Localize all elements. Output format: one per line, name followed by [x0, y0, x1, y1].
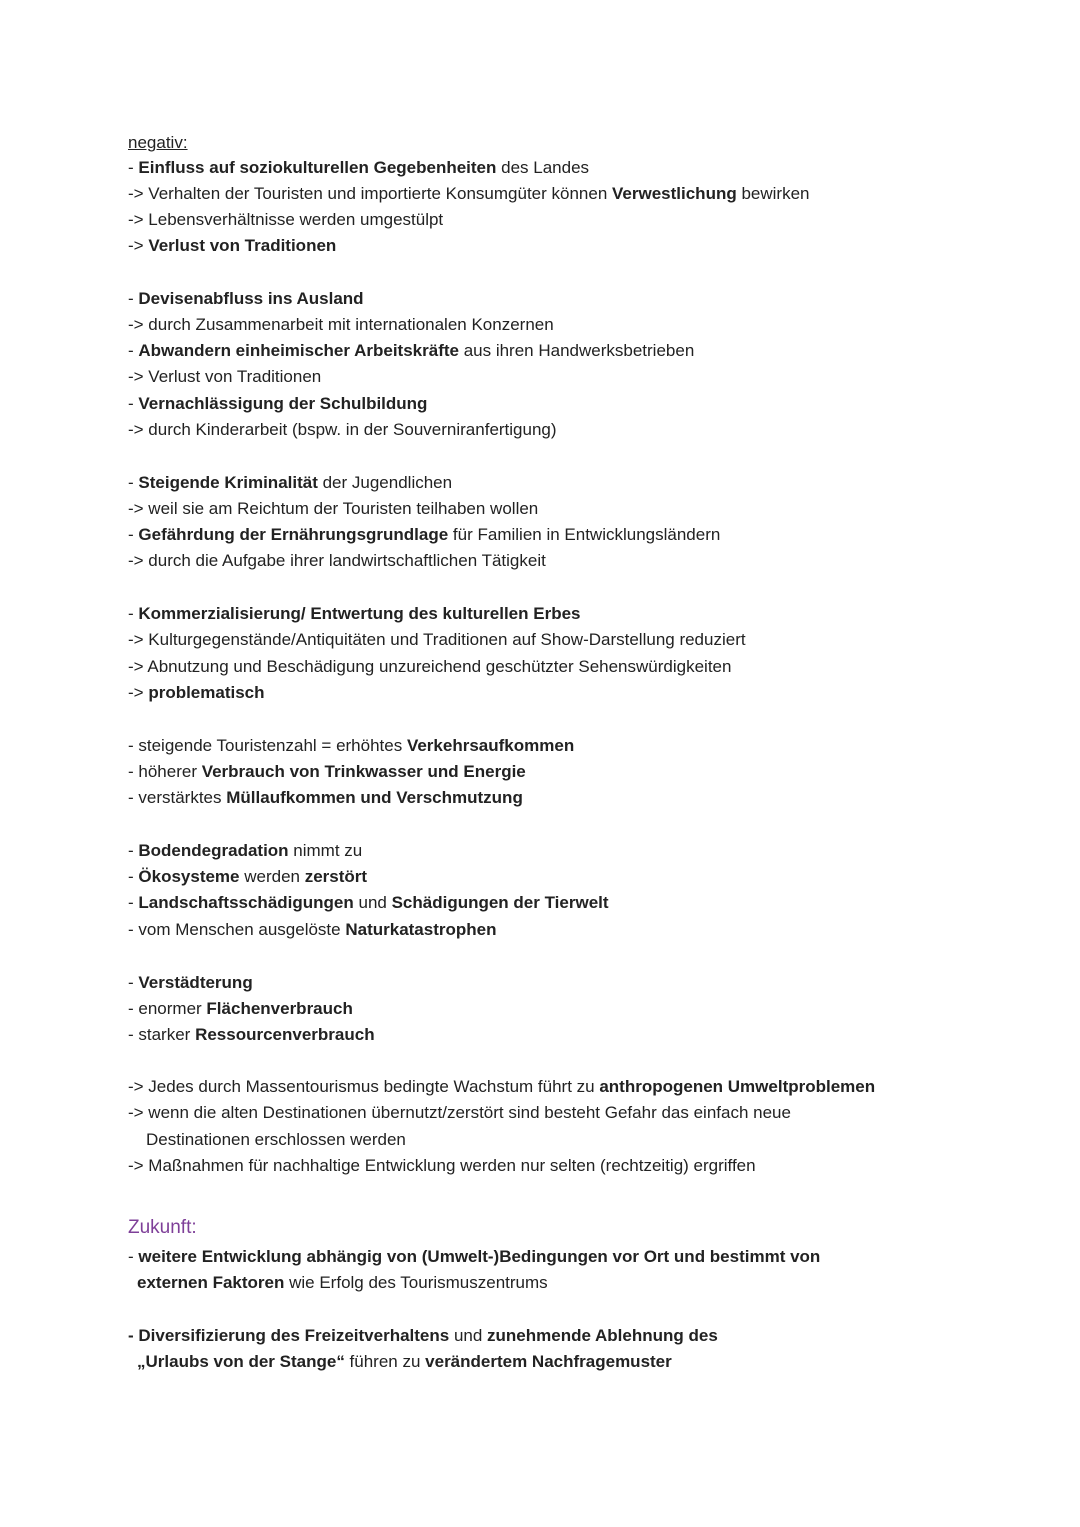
text-segment: - — [128, 158, 139, 177]
bold-text: - Diversifizierung des Freizeitverhaltens — [128, 1326, 450, 1345]
text-line — [128, 787, 523, 809]
text-segment: -> Verlust von Traditionen — [128, 367, 322, 386]
text-segment: werden — [239, 867, 305, 886]
text-line — [128, 998, 353, 1020]
text-segment: -> durch die Aufgabe ihrer landwirtschaftlichen Tätigkeit — [128, 551, 546, 570]
text-line — [128, 498, 538, 520]
bold-text: Steigende Kriminalität — [138, 473, 318, 492]
text-segment: - — [128, 604, 139, 623]
text-line — [137, 1272, 548, 1294]
text-line — [128, 1325, 718, 1347]
text-segment: und — [449, 1326, 488, 1345]
text-line — [128, 550, 546, 572]
text-line — [128, 972, 253, 994]
text-line — [128, 866, 367, 888]
text-line — [128, 682, 265, 704]
text-segment: -> — [128, 683, 149, 702]
text-segment: - enormer — [128, 999, 207, 1018]
text-segment: - höherer — [128, 762, 202, 781]
text-segment: bewirken — [736, 184, 810, 203]
text-line — [128, 1155, 756, 1177]
text-line — [128, 840, 362, 862]
text-line — [128, 288, 364, 310]
text-segment: -> Verhalten der Touristen und importierte Konsumgüter können — [128, 184, 613, 203]
bold-text: externen Faktoren — [137, 1273, 285, 1292]
text-line — [128, 892, 609, 914]
text-segment: -> Abnutzung und Beschädigung unzureichend geschützter Sehenswürdigkeiten — [128, 657, 732, 676]
text-segment: - starker — [128, 1025, 196, 1044]
text-segment: -> Kulturgegenstände/Antiquitäten und Traditionen auf Show-Darstellung reduziert — [128, 630, 746, 649]
text-segment: für Familien in Entwicklungsländern — [448, 525, 721, 544]
text-segment: des Landes — [496, 158, 590, 177]
bold-text: Landschaftsschädigungen — [138, 893, 354, 912]
text-segment: - — [128, 289, 139, 308]
text-line — [128, 1102, 791, 1124]
bold-text: problematisch — [148, 683, 265, 702]
text-segment: - — [128, 394, 139, 413]
text-segment: - — [128, 893, 139, 912]
text-segment: Destinationen erschlossen werden — [146, 1130, 406, 1149]
text-segment: -> wenn die alten Destinationen übernutzt/zerstört sind besteht Gefahr das einfach neue — [128, 1103, 791, 1122]
text-segment: -> Lebensverhältnisse werden umgestülpt — [128, 210, 444, 229]
bold-text: Verstädterung — [138, 973, 253, 992]
text-segment: - vom Menschen ausgelöste — [128, 920, 346, 939]
text-line — [128, 157, 589, 179]
text-segment: - — [128, 973, 139, 992]
text-segment: aus ihren Handwerksbetrieben — [458, 341, 695, 360]
text-line — [128, 183, 809, 205]
text-line — [128, 603, 581, 625]
text-line — [128, 656, 731, 678]
text-line — [137, 1351, 672, 1373]
text-segment: - — [128, 341, 139, 360]
section-heading-zukunft: Zukunft: — [128, 1217, 197, 1238]
text-segment: - — [128, 867, 139, 886]
bold-text: Kommerzialisierung/ Entwertung des kulturellen Erbes — [138, 604, 581, 623]
text-segment: und — [353, 893, 392, 912]
bold-text: verändertem Nachfragemuster — [425, 1352, 672, 1371]
text-segment: -> Maßnahmen für nachhaltige Entwicklung werden nur selten (rechtzeitig) ergriffen — [128, 1156, 756, 1175]
text-segment: - — [128, 841, 139, 860]
text-line — [128, 761, 526, 783]
text-segment: -> Jedes durch Massentourismus bedingte Wachstum führt zu — [128, 1077, 600, 1096]
text-line — [128, 314, 554, 336]
bold-text: Verlust von Traditionen — [148, 236, 337, 255]
bold-text: Abwandern einheimischer Arbeitskräfte — [138, 341, 459, 360]
bold-text: „Urlaubs von der Stange“ — [137, 1352, 345, 1371]
text-segment: wie Erfolg des Tourismuszentrums — [284, 1273, 548, 1292]
bold-text: weitere Entwicklung abhängig von (Umwelt-)Bedingungen vor Ort und bestimmt von — [138, 1247, 821, 1266]
bold-text: Ressourcenverbrauch — [195, 1025, 375, 1044]
bold-text: Vernachlässigung der Schulbildung — [138, 394, 428, 413]
text-segment: -> durch Zusammenarbeit mit internationalen Konzernen — [128, 315, 554, 334]
bold-text: Flächenverbrauch — [206, 999, 353, 1018]
text-segment: nimmt zu — [288, 841, 363, 860]
text-line — [128, 340, 694, 362]
text-line — [128, 1024, 375, 1046]
bold-text: Naturkatastrophen — [345, 920, 497, 939]
text-line — [128, 393, 427, 415]
bold-text: zunehmende Ablehnung des — [487, 1326, 718, 1345]
text-line — [128, 366, 321, 388]
bold-text: Verkehrsaufkommen — [406, 736, 575, 755]
text-segment: - — [128, 473, 139, 492]
bold-text: Ökosysteme — [138, 867, 240, 886]
text-line — [128, 629, 746, 651]
text-segment: der Jugendlichen — [317, 473, 453, 492]
text-line — [128, 419, 557, 441]
bold-text: anthropogenen Umweltproblemen — [599, 1077, 876, 1096]
bold-text: Verwestlichung — [612, 184, 737, 203]
bold-text: Verbrauch von Trinkwasser und Energie — [201, 762, 526, 781]
text-line — [128, 919, 496, 941]
text-line — [128, 1076, 875, 1098]
text-segment: führen zu — [344, 1352, 426, 1371]
text-line — [128, 735, 574, 757]
bold-text: zerstört — [304, 867, 368, 886]
text-line — [146, 1129, 406, 1151]
text-line — [128, 472, 452, 494]
section-heading-negativ: negativ: — [128, 133, 188, 152]
bold-text: Bodendegradation — [138, 841, 289, 860]
text-segment: - verstärktes — [128, 788, 227, 807]
text-line — [128, 209, 443, 231]
bold-text: Devisenabfluss ins Ausland — [138, 289, 364, 308]
text-segment: - — [128, 1247, 139, 1266]
text-segment: - — [128, 525, 139, 544]
text-segment: -> durch Kinderarbeit (bspw. in der Souverniranfertigung) — [128, 420, 557, 439]
text-segment: -> — [128, 236, 149, 255]
text-line — [128, 1246, 820, 1268]
bold-text: Müllaufkommen und Verschmutzung — [226, 788, 523, 807]
bold-text: Einfluss auf soziokulturellen Gegebenheiten — [138, 158, 497, 177]
text-segment: - steigende Touristenzahl = erhöhtes — [128, 736, 407, 755]
text-line — [128, 235, 336, 257]
text-line — [128, 524, 720, 546]
text-segment: -> weil sie am Reichtum der Touristen teilhaben wollen — [128, 499, 539, 518]
bold-text: Schädigungen der Tierwelt — [391, 893, 609, 912]
bold-text: Gefährdung der Ernährungsgrundlage — [138, 525, 449, 544]
